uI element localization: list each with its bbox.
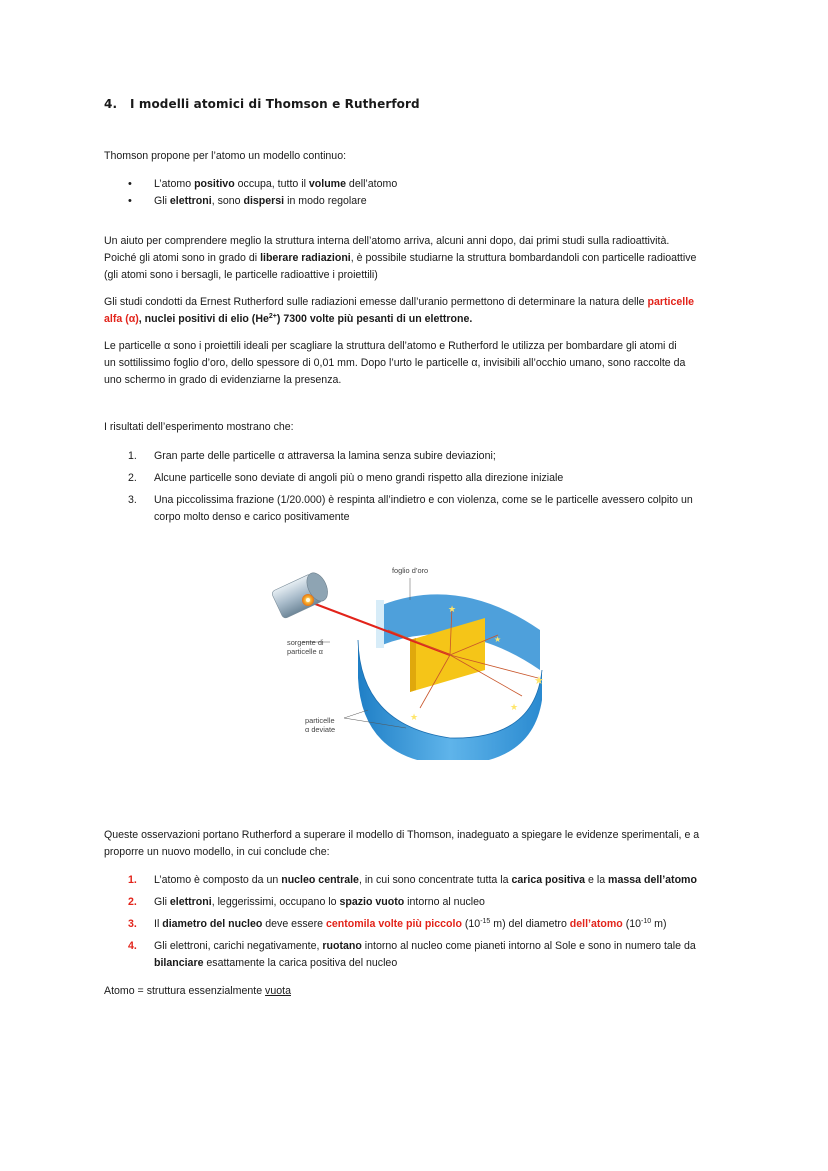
rutherford-experiment-figure	[270, 560, 550, 760]
alpha-paragraph: Le particelle α sono i proiettili ideali per scagliare la struttura dell’atomo e Rutherford le utilizza per bombardare gli atomi di un sottilissimo foglio d’oro, dello spessore di 0,01 mm. Dopo l’urto le particelle α, invisibili all’occhio umano, sono raccolte da uno schermo in grado di evidenziarne la presenza.	[104, 340, 686, 386]
list-item: 1. Gran parte delle particelle α attraversa la lamina senza subire deviazioni;	[128, 450, 496, 462]
alpha-source	[271, 570, 332, 620]
svg-text:★: ★	[494, 635, 502, 644]
foil-label: foglio d’oro	[392, 566, 429, 575]
list-item: • Gli elettroni, sono dispersi in modo regolare	[104, 193, 784, 210]
radioactivity-paragraph: Un aiuto per comprendere meglio la struttura interna dell’atomo arriva, alcuni anni dopo, dai primi studi sulla radioattività. Poiché gli atomi sono in grado di liberare radiazioni, è possibile studiarne la struttura bombardandoli con particelle radioattive (gli atomi sono i bersagli, le particelle radioattive i proiettili)	[104, 235, 697, 281]
screen-slit-edge	[376, 600, 384, 648]
thomson-bullets	[104, 176, 784, 210]
results-intro: I risultati dell’esperimento mostrano che:	[104, 421, 294, 433]
svg-text:★: ★	[410, 712, 419, 722]
list-item: 3. Una piccolissima frazione (1/20.000) è respinta all’indietro e con violenza, come se le particelle avessero colpito un corpo molto denso e carico positivamente	[128, 494, 693, 523]
list-item: 2. Alcune particelle sono deviate di angoli più o meno grandi rispetto alla direzione iniziale	[128, 472, 564, 484]
section-title: I modelli atomici di Thomson e Rutherford	[130, 97, 420, 111]
section-heading	[104, 97, 420, 111]
list-item: 1. L’atomo è composto da un nucleo centrale, in cui sono concentrate tutta la carica positiva e la massa dell’atomo	[128, 874, 697, 886]
svg-text:★: ★	[448, 604, 457, 614]
list-item: 3. Il diametro del nucleo deve essere centomila volte più piccolo ($10^{-15}$ m) del diametro dell’atomo ($10^{-10}$ m)	[128, 918, 667, 930]
list-item: 4. Gli elettroni, carichi negativamente, ruotano intorno al nucleo come pianeti intorno al Sole e sono in numero tale da bilanciare esattamente la carica positiva del nucleo	[128, 940, 696, 969]
deviated-particles-label: particelle α deviate	[305, 716, 336, 734]
list-item: • L’atomo positivo occupa, tutto il volume dell’atomo	[104, 176, 784, 193]
source-label: sorgente di particelle α	[287, 638, 324, 656]
conclusion-paragraph: Queste osservazioni portano Rutherford a superare il modello di Thomson, inadeguato a spiegare le evidenze sperimentali, e a proporre un nuovo modello, in cui conclude che:	[104, 829, 700, 858]
svg-text:★: ★	[534, 675, 544, 687]
svg-text:★: ★	[510, 702, 519, 712]
conclusion-list	[104, 872, 784, 977]
thomson-intro: Thomson propone per l’atomo un modello continuo:	[104, 150, 347, 162]
final-statement: Atomo = struttura essenzialmente vuota	[104, 985, 291, 997]
section-number: 4.	[104, 97, 118, 111]
list-item: 2. Gli elettroni, leggerissimi, occupano lo spazio vuoto intorno al nucleo	[128, 896, 485, 908]
results-list	[104, 448, 784, 531]
rutherford-studies-paragraph: Gli studi condotti da Ernest Rutherford sulle radiazioni emesse dall’uranio permettono di determinare la natura delle particelle alfa (α), nuclei positivi di elio $(He^{2+})$ 7300 volte più pesanti di un elettrone.	[104, 296, 695, 325]
